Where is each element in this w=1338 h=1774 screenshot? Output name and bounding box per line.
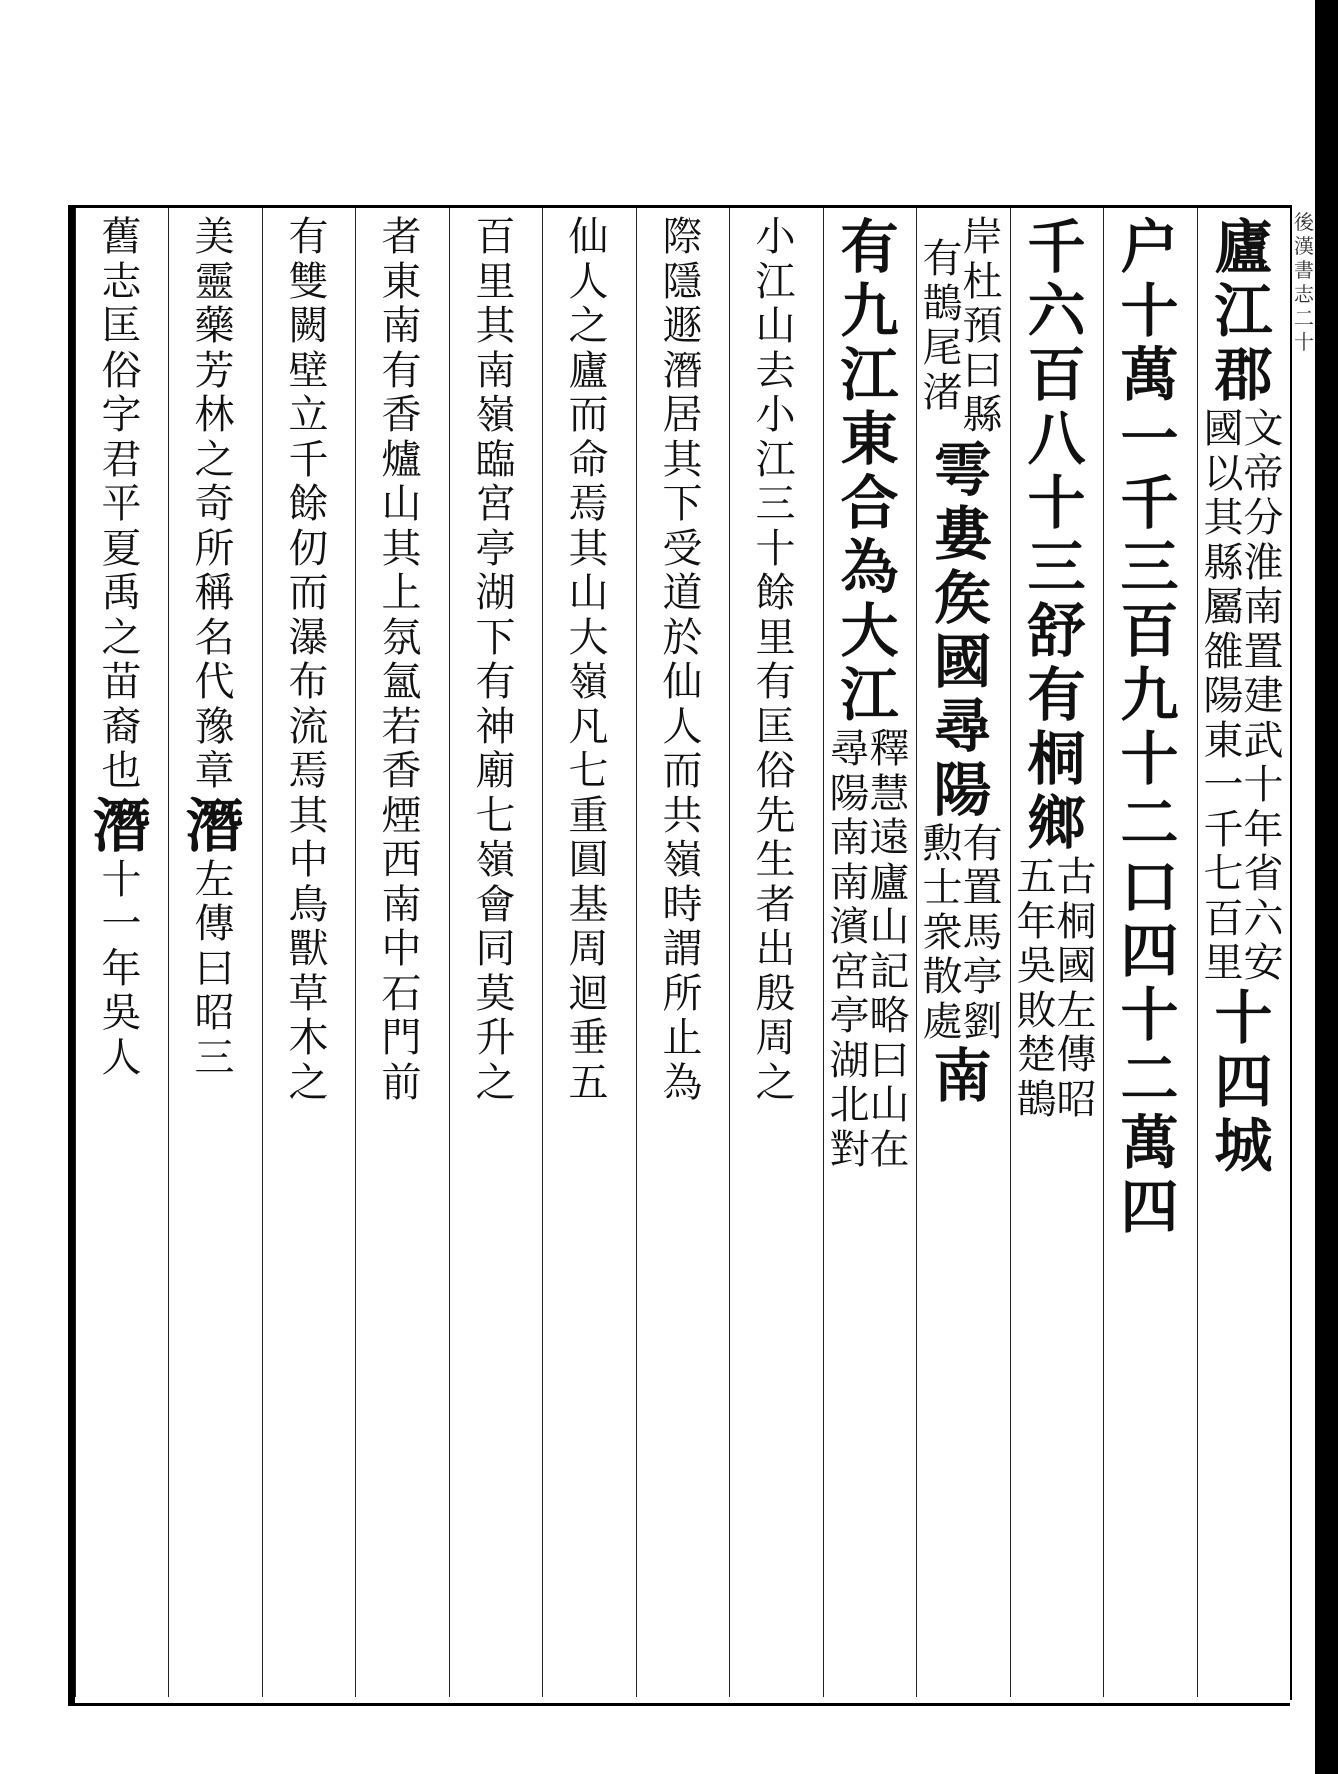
main-text-run: 有 九 江 東 合 為 大 江 (840, 215, 899, 729)
commentary-run: 五 年 吳 敗 楚 鵲 古 桐 國 左 傳 昭 (1016, 854, 1097, 1123)
main-text-run: 户 十 萬 一 千 三 百 九 十 二 口 四 十 二 萬 四 (1120, 215, 1179, 1241)
main-text-run: 千 六 百 八 十 三 (1027, 215, 1086, 601)
text-column (1199, 215, 1288, 1693)
column-rule (1103, 208, 1104, 1697)
commentary-run: 小 江 山 去 小 江 三 十 餘 里 有 匡 俗 先 生 者 出 殷 周 之 (755, 215, 796, 1106)
column-rule (1010, 208, 1011, 1697)
main-text-run: 潛 (185, 791, 244, 860)
column-rule (916, 208, 917, 1697)
text-column (1105, 215, 1194, 1693)
margin-char: 二 (1294, 306, 1314, 330)
margin-title (1293, 210, 1315, 1690)
main-text-run: 廬 江 郡 (1214, 215, 1273, 409)
main-text-run: 十 四 城 (1214, 983, 1273, 1180)
commentary-run: 百 里 其 南 嶺 臨 宮 亭 湖 下 有 神 廟 七 嶺 會 同 莫 升 之 (475, 215, 516, 1106)
page-fold-line (1290, 205, 1292, 1700)
main-text-run: 尋 陽 (933, 691, 992, 824)
text-column (170, 215, 259, 1693)
text-column (731, 215, 820, 1693)
commentary-run: 有 鵲 尾 渚 岸 杜 預 曰 縣 (922, 215, 1003, 438)
commentary-run: 舊 志 匡 俗 字 君 平 夏 禹 之 苗 裔 也 (101, 215, 142, 794)
text-column (451, 215, 540, 1693)
column-rule (75, 208, 76, 1697)
commentary-run: 美 靈 藥 芳 林 之 奇 所 稱 名 代 豫 章 (194, 215, 235, 794)
commentary-run: 左 傳 曰 昭 三 (194, 856, 235, 1081)
column-rule (262, 208, 263, 1697)
commentary-run: 者 東 南 有 香 爐 山 其 上 氛 氳 若 香 煙 西 南 中 石 門 前 (381, 215, 422, 1106)
text-column (825, 215, 914, 1693)
column-rule (823, 208, 824, 1697)
main-text-run: 舒 有 桐 鄉 (1027, 597, 1086, 857)
column-rule (636, 208, 637, 1697)
commentary-run: 際 隱 遯 潛 居 其 下 受 道 於 仙 人 而 共 嶺 時 謂 所 止 為 (662, 215, 703, 1106)
text-column (544, 215, 633, 1693)
column-rule (542, 208, 543, 1697)
column-rule (449, 208, 450, 1697)
column-rule (168, 208, 169, 1697)
column-rule (355, 208, 356, 1697)
margin-char: 書 (1294, 258, 1314, 282)
column-rule (729, 208, 730, 1697)
margin-char: 後 (1294, 210, 1314, 234)
commentary-run: 十 一 年 吳 人 (101, 856, 142, 1081)
margin-char: 十 (1294, 330, 1314, 354)
margin-char: 漢 (1294, 234, 1314, 258)
commentary-run: 勲 士 衆 散 處 有 置 馬 亭 劉 (922, 820, 1003, 1045)
main-text-run: 南 (933, 1042, 992, 1110)
commentary-run: 尋 陽 南 南 濱 宮 亭 湖 北 對 釋 慧 遠 廬 山 記 略 曰 山 在 (829, 726, 910, 1173)
text-column (77, 215, 166, 1693)
column-rule (1197, 208, 1198, 1697)
text-column (264, 215, 353, 1693)
text-column (918, 215, 1007, 1693)
commentary-run: 國 以 其 縣 屬 雒 陽 東 一 千 七 百 里 文 帝 分 淮 南 置 建 武 十 年 省 六 安 (1203, 406, 1284, 986)
text-column (1012, 215, 1101, 1693)
commentary-run: 有 雙 闕 壁 立 千 餘 仞 而 瀑 布 流 焉 其 中 鳥 獸 草 木 之 (288, 215, 329, 1106)
text-column (638, 215, 727, 1693)
text-column (357, 215, 446, 1693)
main-text-run: 潛 (92, 791, 151, 860)
commentary-run: 仙 人 之 廬 而 命 焉 其 山 大 嶺 凡 七 重 圓 基 周 迴 垂 五 (568, 215, 609, 1106)
main-text-run: 雩 婁 矦 國 (933, 435, 992, 696)
frame-left-border (68, 205, 75, 1703)
binding-edge (1315, 0, 1338, 1774)
margin-char: 志 (1294, 282, 1314, 306)
